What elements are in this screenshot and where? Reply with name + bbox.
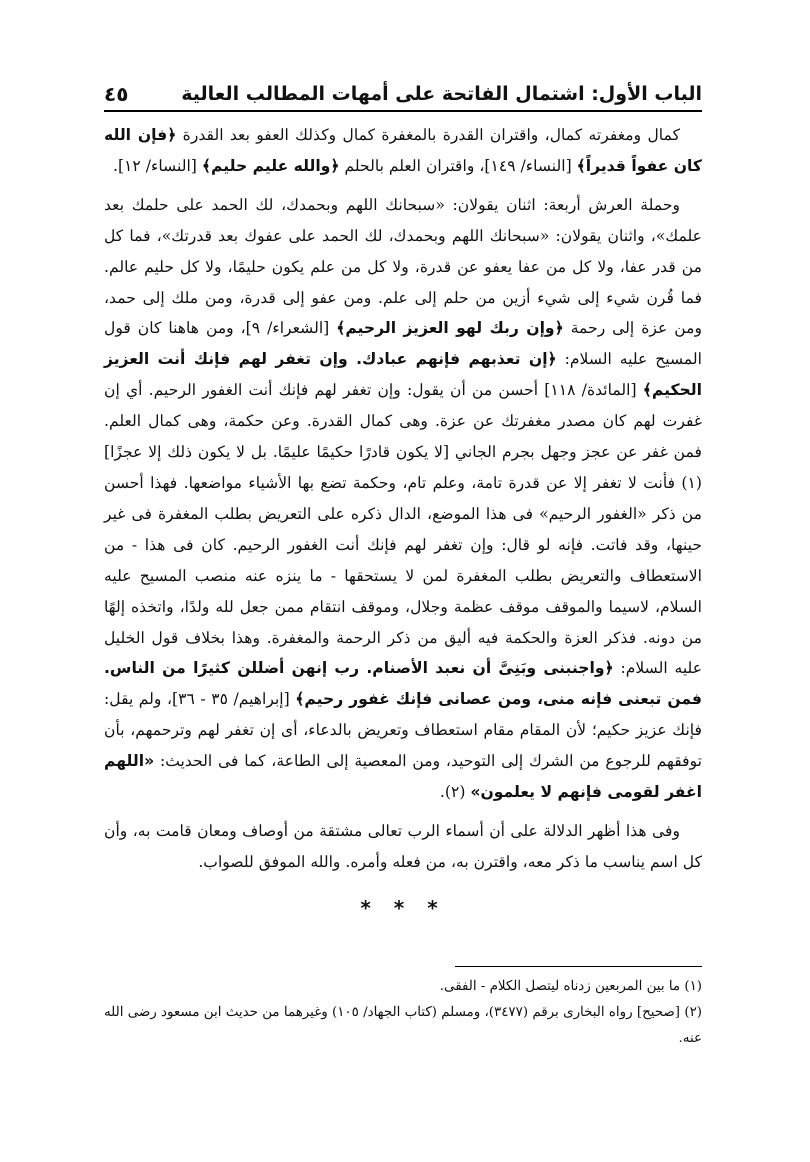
- quoted-text: ﴿فإن الله كان عفواً قديراً﴾: [104, 126, 702, 175]
- body-paragraph: [104, 190, 702, 808]
- footnote-rule: [455, 966, 702, 967]
- body-paragraph: [104, 816, 702, 878]
- page-number: ٤٥: [104, 82, 129, 106]
- quoted-text: ﴿وإن ربك لهو العزيز الرحيم﴾: [336, 319, 564, 338]
- text-run: (٢).: [439, 783, 471, 802]
- quoted-text: ﴿والله عليم حليم﴾: [201, 156, 340, 175]
- text-run: [إبراهيم/ ٣٥ - ٣٦]، ولم يقل: فإنك عزيز حكيم؛ لأن المقام مقام استعطاف وتعريض بالدعاء، أى إن تغفر لهم وترحمهم، بأن توفقهم للرجوع من الشرك إلى التوحيد، ومن المعصية إلى الطاعة، كما فى الحديث:: [104, 690, 702, 771]
- text-run: [النساء/ ١٢].: [112, 156, 202, 175]
- text-run: وحملة العرش أربعة: اثنان يقولان: «سبحانك اللهم وبحمدك، لك الحمد على حلمك بعد علمك»، واثنان يقولان: «سبحانك اللهم وبحمدك، لك الحمد على عفوك بعد قدرتك»، فما كل من قدر عفا، ولا كل من عفا يعفو عن قدرة، ولا كل من علم يكون حليمًا، ولا كل حليم عالم. فما قُرن شيء إلى شيء أزين من حلم إلى علم. ومن عفو إلى قدرة، ومن ملك إلى حمد، ومن عزة إلى رحمة: [104, 195, 702, 338]
- text-run: وفى هذا أظهر الدلالة على أن أسماء الرب تعالى مشتقة من أوصاف ومعان قامت به، وأن كل اسم يناسب ما ذكر معه، واقترن به، من فعله وأمره. والله الموفق للصواب.: [104, 821, 702, 871]
- header-rule: [104, 110, 702, 112]
- text-run: [النساء/ ١٤٩]، واقتران العلم بالحلم: [339, 156, 577, 175]
- body-text: [104, 120, 702, 878]
- text-run: كمال ومغفرته كمال، واقتران القدرة بالمغفرة كمال وكذلك العفو بعد القدرة: [176, 126, 680, 144]
- running-title: الباب الأول: اشتمال الفاتحة على أمهات المطالب العالية: [181, 83, 702, 105]
- footnote: (٢) [صحيح] رواه البخارى برقم (٣٤٧٧)، ومسلم (كتاب الجهاد/ ١٠٥) وغيرهما من حديث ابن مسعود رضى الله عنه.: [104, 1005, 703, 1046]
- page-header: [104, 78, 702, 108]
- footnotes: [104, 974, 702, 1052]
- footnote: (١) ما بين المربعين زدناه ليتصل الكلام - الفقى.: [439, 979, 702, 994]
- quoted-text: «اللهم اغفر لقومى فإنهم لا يعلمون»: [104, 752, 702, 802]
- quoted-text: ﴿إن تعذبهم فإنهم عبادك. وإن تغفر لهم فإنك أنت العزيز الحكيم﴾: [104, 350, 702, 400]
- body-paragraph: [104, 120, 702, 182]
- text-run: [المائدة/ ١١٨] أحسن من أن يقول: وإن تغفر لهم فإنك أنت الغفور الرحيم. أي إن غفرت لهم كان مصدر مغفرتك عن عزة. وهى كمال القدرة. وعن حكمة، وهى كمال العلم. فمن غفر عن عجز وجهل بجرم الجاني [لا يكون قادرًا حكيمًا عليمًا. بل لا يكون ذلك إلا عجزًا](١) فأنت لا تغفر إلا عن قدرة تامة، وعلم تام، وحكمة تضع بها الأشياء مواضعها. فهذا أحسن من ذكر «الغفور الرحيم» فى هذا الموضع، الدال ذكره على التعريض بطلب المغفرة فى غير حينها، وقد فاتت. فإنه لو قال: وإن تغفر لهم فإنك أنت الغفور الرحيم. كان فى هذا - من الاستعطاف والتعريض بطلب المغفرة لمن لا يستحقها - ما ينزه عنه منصب المسيح عليه السلام، لاسيما والموقف موقف عظمة وجلال، وموقف انتقام ممن جعل لله ولدًا، واتخذه إلهًا من دونه. فذكر العزة والحكمة فيه أليق من ذكر الرحمة والمغفرة. وهذا بخلاف قول الخليل عليه السلام:: [104, 381, 703, 678]
- quoted-text: ﴿واجنبنى وبَنِىَّ أن نعبد الأصنام. رب إنهن أضللن كثيرًا من الناس. فمن تبعنى فإنه منى، ومن عصانى فإنك غفور رحيم﴾: [104, 659, 703, 709]
- text-run: [الشعراء/ ٩]، ومن هاهنا كان قول المسيح عليه السلام:: [104, 319, 702, 369]
- section-separator: * * *: [360, 896, 446, 920]
